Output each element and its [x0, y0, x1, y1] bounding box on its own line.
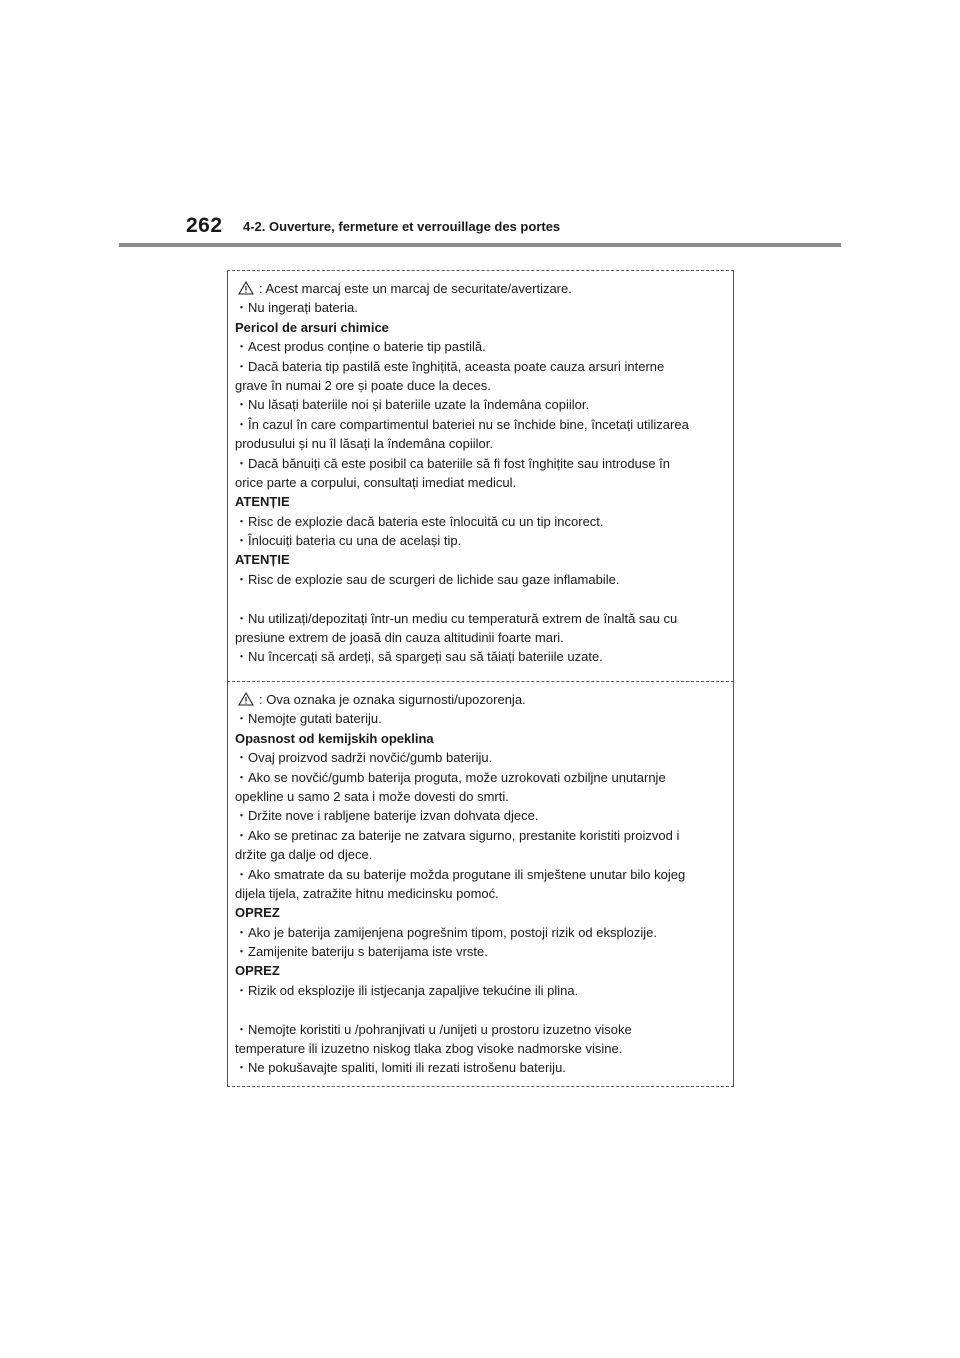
warning-line [235, 690, 727, 709]
line-text: ・Rizik od eksplozije ili istjecanja zapaljive tekućine ili plina. [235, 982, 579, 998]
line-text: ・Risc de explozie sau de scurgeri de lichide sau gaze inflamabile. [235, 571, 620, 587]
line-text: ・Risc de explozie dacă bateria este înlocuită cu un tip incorect. [235, 513, 604, 529]
line-text: ・Ne pokušavajte spaliti, lomiti ili rezati istrošenu bateriju. [235, 1060, 566, 1076]
warning-line [235, 1058, 727, 1077]
line-text: ・Ako se pretinac za baterije ne zatvara sigurno, prestanite koristiti proizvod i [235, 827, 680, 843]
warning-line [235, 806, 727, 825]
line-text: ・Dacă bănuiți că este posibil ca bateriile să fi fost înghițite sau introduse în [235, 455, 671, 471]
line-text: ATENȚIE [235, 494, 290, 510]
warning-line [235, 709, 727, 728]
line-text: ・Ako je baterija zamijenjena pogrešnim tipom, postoji rizik od eksplozije. [235, 924, 657, 940]
line-text: : Acest marcaj este un marcaj de securitate/avertizare. [259, 281, 572, 296]
line-text: ・Dacă bateria tip pastilă este înghițită, aceasta poate cauza arsuri interne [235, 358, 665, 374]
warning-line [235, 609, 727, 628]
blank-line [235, 589, 727, 608]
line-text: ・Nu utilizați/depozitați într-un mediu cu temperatură extrem de înaltă sau cu [235, 610, 678, 626]
line-text: ・Nu ingerați bateria. [235, 300, 358, 316]
line-text: presiune extrem de joasă din cauza altitudinii foarte mari. [235, 630, 564, 646]
warning-heading [235, 961, 727, 980]
warning-line [235, 376, 727, 395]
line-text: držite ga dalje od djece. [235, 847, 373, 863]
warning-heading [235, 492, 727, 511]
warning-heading [235, 318, 727, 337]
line-text: ATENȚIE [235, 552, 290, 568]
line-text: ・Acest produs conține o baterie tip pastilă. [235, 339, 486, 355]
warning-line [235, 865, 727, 884]
warning-line [235, 981, 727, 1000]
line-text: orice parte a corpului, consultați imediat medicul. [235, 474, 517, 490]
warning-line [235, 415, 727, 434]
warning-line [235, 395, 727, 414]
warning-text-lines [235, 279, 727, 667]
warning-line [235, 768, 727, 787]
warning-line [235, 434, 727, 453]
line-text: dijela tijela, zatražite hitnu medicinsku pomoć. [235, 885, 499, 901]
line-text: ・În cazul în care compartimentul bateriei nu se închide bine, încetați utilizarea [235, 416, 689, 432]
warning-heading [235, 903, 727, 922]
warning-box-croatian [227, 681, 734, 1087]
warning-triangle-icon [238, 692, 254, 706]
warning-line [235, 512, 727, 531]
warning-line [235, 1039, 727, 1058]
line-text: Opasnost od kemijskih opeklina [235, 730, 434, 746]
warning-line [235, 748, 727, 767]
warning-line [235, 884, 727, 903]
warning-text-lines [235, 690, 727, 1078]
line-text: Pericol de arsuri chimice [235, 319, 389, 335]
page-number: 262 [186, 214, 223, 237]
warning-line [235, 531, 727, 550]
line-text: ・Držite nove i rabljene baterije izvan dohvata djece. [235, 808, 539, 824]
line-text: ・Ovaj proizvod sadrži novčić/gumb bateriju. [235, 750, 493, 766]
line-text: ・Înlocuiți bateria cu una de același tip. [235, 533, 462, 549]
line-text: ・Zamijenite bateriju s baterijama iste vrste. [235, 944, 488, 960]
line-text: OPREZ [235, 963, 280, 979]
line-text: : Ova oznaka je oznaka sigurnosti/upozorenja. [259, 692, 526, 707]
warning-line [235, 279, 727, 298]
line-text: produsului și nu îl lăsați la îndemâna copiilor. [235, 436, 493, 452]
line-text: ・Nemojte koristiti u /pohranjivati u /unijeti u prostoru izuzetno visoke [235, 1021, 632, 1037]
line-text: temperature ili izuzetno niskog tlaka zbog visoke nadmorske visine. [235, 1041, 623, 1057]
warning-line [235, 473, 727, 492]
warning-line [235, 570, 727, 589]
warning-line [235, 1020, 727, 1039]
blank-line [235, 1000, 727, 1019]
line-text: ・Nemojte gutati bateriju. [235, 711, 382, 727]
warning-line [235, 337, 727, 356]
warning-box-romanian [227, 270, 734, 681]
line-text: ・Ako smatrate da su baterije možda progutane ili smještene unutar bilo kojeg [235, 866, 686, 882]
line-text: OPREZ [235, 905, 280, 921]
warning-line [235, 298, 727, 317]
line-text: grave în numai 2 ore și poate duce la deces. [235, 377, 491, 393]
warning-line [235, 454, 727, 473]
warning-heading [235, 550, 727, 569]
line-text: ・Ako se novčić/gumb baterija proguta, može uzrokovati ozbiljne unutarnje [235, 769, 666, 785]
warning-line [235, 787, 727, 806]
warning-line [235, 923, 727, 942]
warning-heading [235, 729, 727, 748]
warning-line [235, 647, 727, 666]
warning-line [235, 628, 727, 647]
warning-triangle-icon [238, 281, 254, 295]
warning-line [235, 826, 727, 845]
line-text: ・Nu încercați să ardeți, să spargeți sau să tăiați bateriile uzate. [235, 649, 603, 665]
warning-line [235, 942, 727, 961]
section-title: 4-2. Ouverture, fermeture et verrouillage des portes [243, 219, 561, 234]
line-text: opekline u samo 2 sata i može dovesti do smrti. [235, 788, 509, 804]
line-text: ・Nu lăsați bateriile noi și bateriile uzate la îndemâna copiilor. [235, 397, 590, 413]
header-divider [119, 243, 841, 247]
warning-line [235, 357, 727, 376]
warning-line [235, 845, 727, 864]
